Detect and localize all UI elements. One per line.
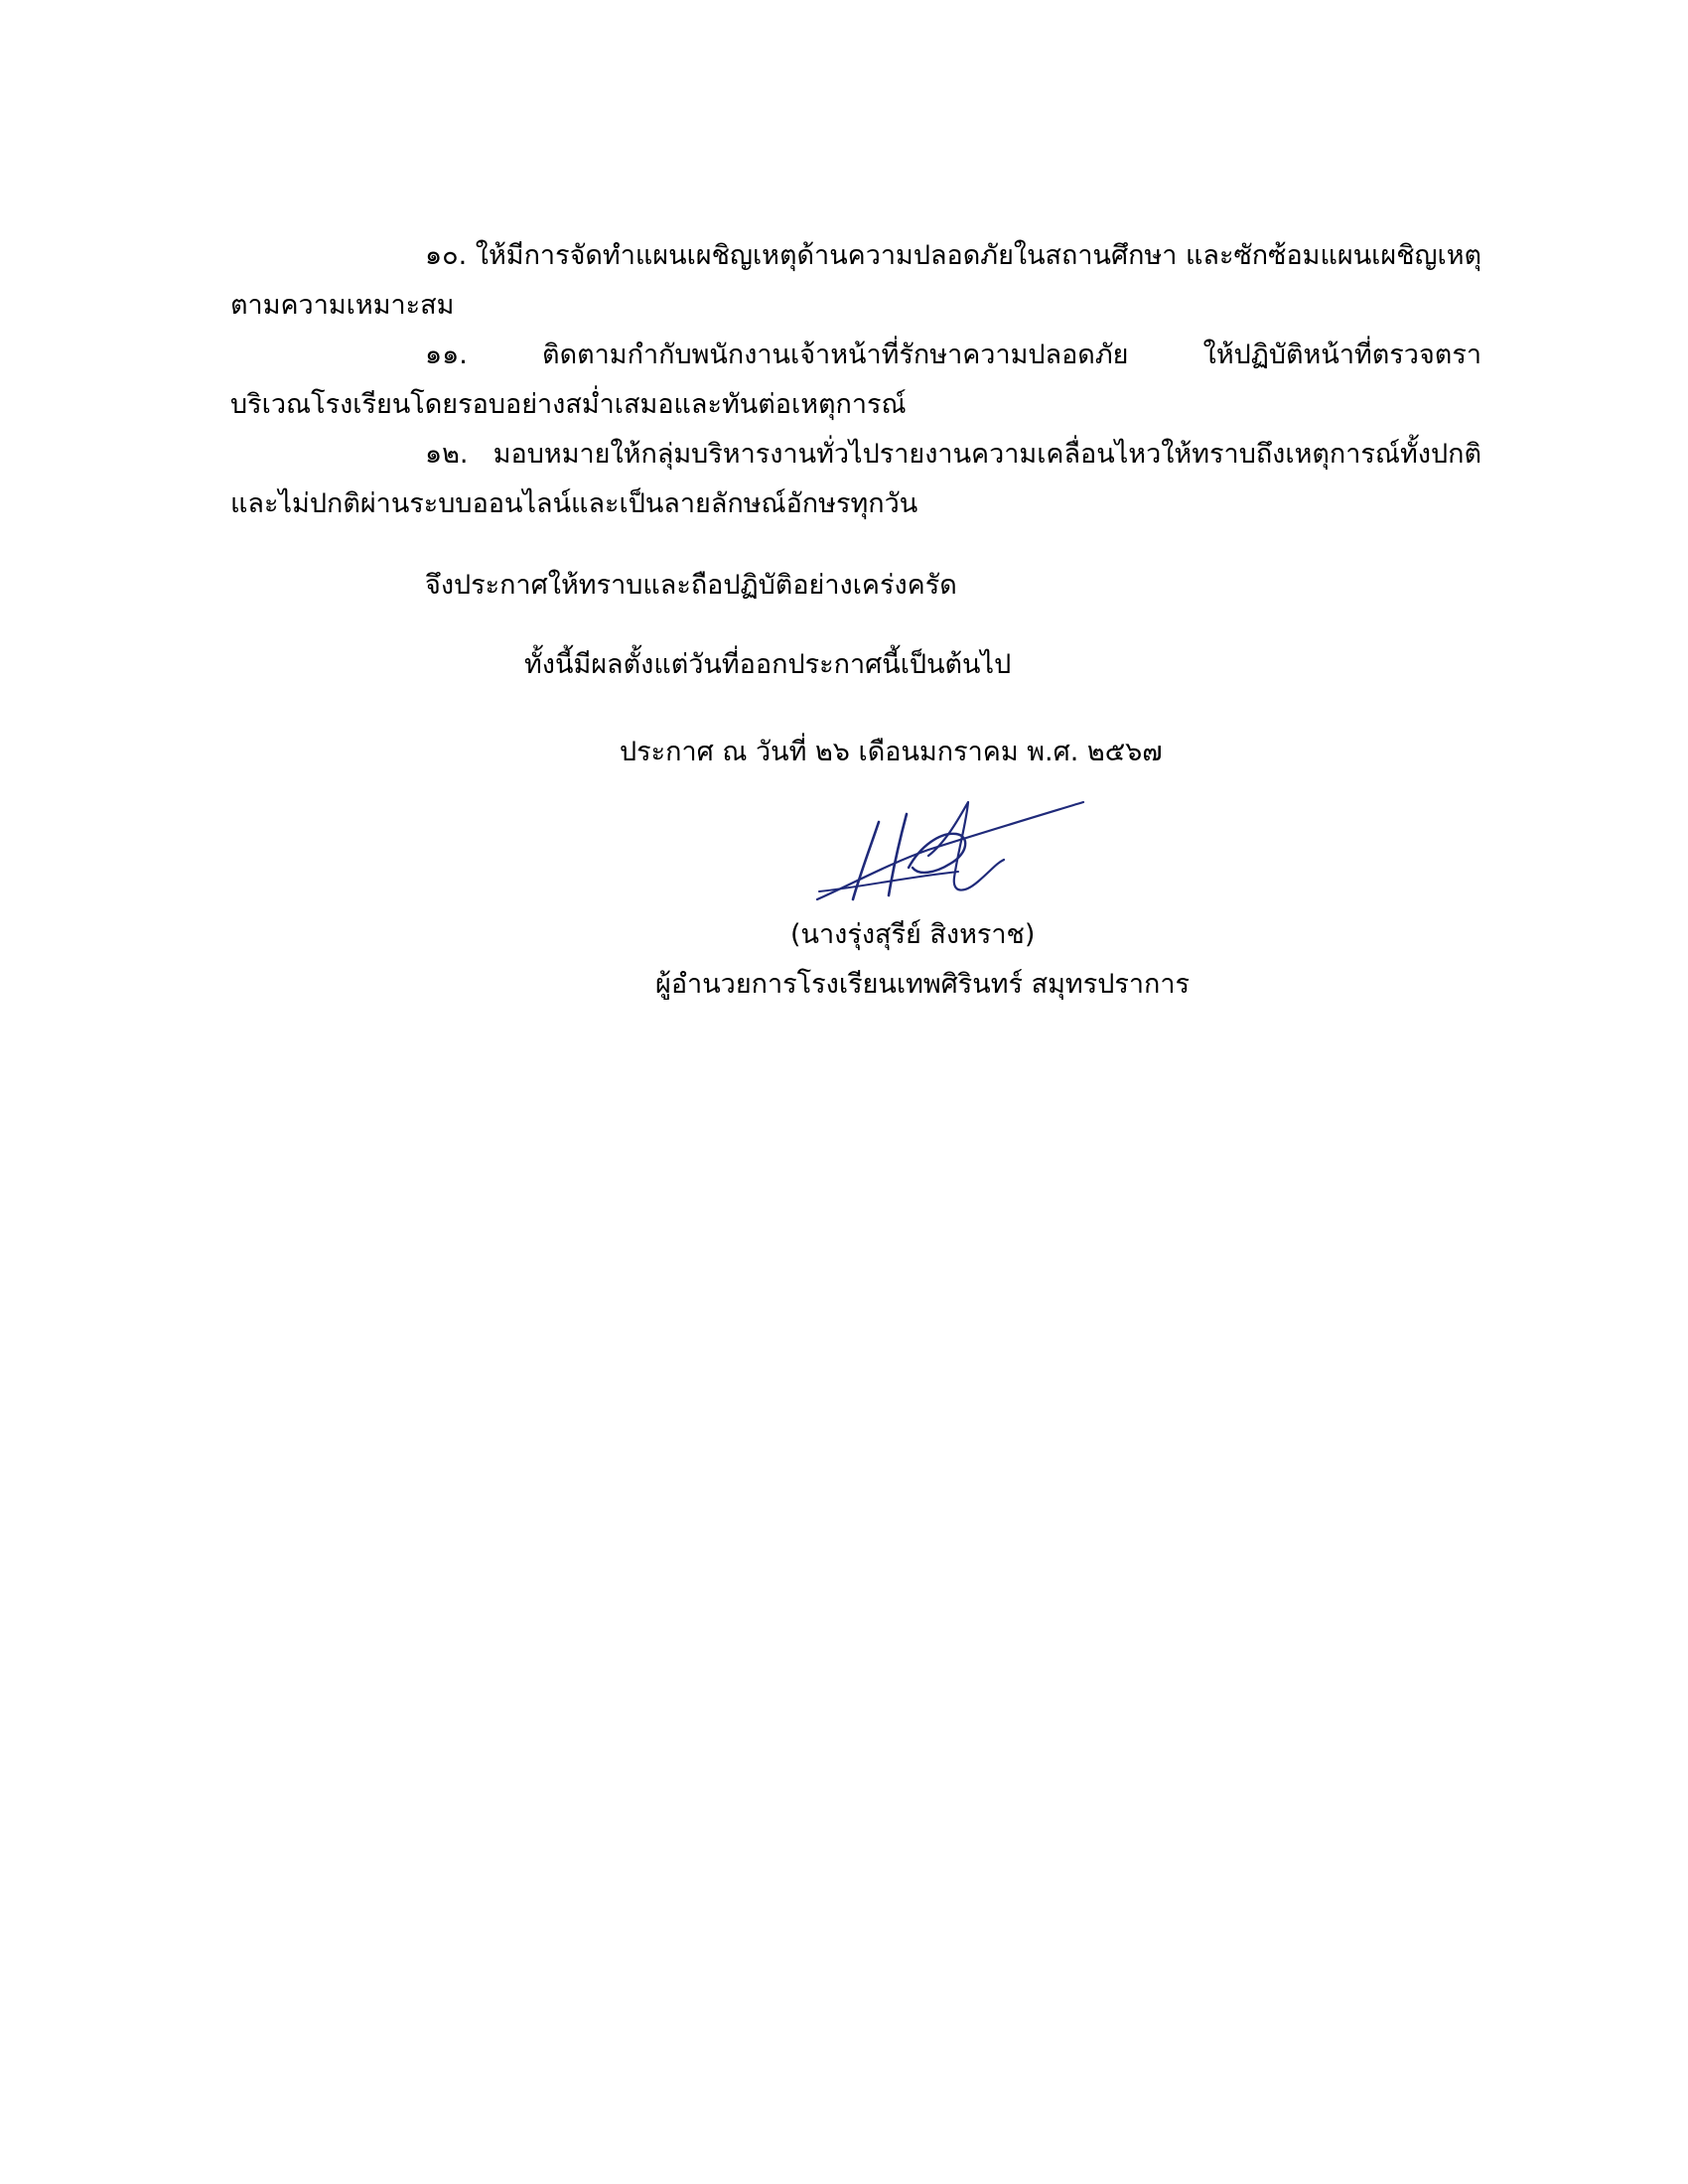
announce-statement: จึงประกาศให้ทราบและถือปฏิบัติอย่างเคร่งครัด: [425, 570, 957, 601]
item-12-line-1: ๑๒. มอบหมายให้กลุ่มบริหารงานทั่วไปรายงานความเคลื่อนไหวให้ทราบถึงเหตุการณ์ทั้งปกติ: [425, 439, 1481, 470]
item-11-line-1: ๑๑. ติดตามกำกับพนักงานเจ้าหน้าที่รักษาความปลอดภัย ให้ปฏิบัติหน้าที่ตรวจตรา: [425, 340, 1481, 370]
announcement-date: ประกาศ ณ วันที่ ๒๖ เดือนมกราคม พ.ศ. ๒๕๖๗: [620, 737, 1163, 767]
signer-name: (นางรุ่งสุรีย์ สิงหราช): [790, 919, 1036, 950]
item-12-line-2: และไม่ปกติผ่านระบบออนไลน์และเป็นลายลักษณ์อักษรทุกวัน: [230, 488, 918, 519]
item-10-line-1: ๑๐. ให้มีการจัดทำแผนเผชิญเหตุด้านความปลอดภัยในสถานศึกษา และซักซ้อมแผนเผชิญเหตุ: [425, 240, 1482, 271]
item-11-line-2: บริเวณโรงเรียนโดยรอบอย่างสม่ำเสมอและทันต่อเหตุการณ์: [230, 389, 907, 420]
signer-position: ผู้อำนวยการโรงเรียนเทพศิรินทร์ สมุทรปราการ: [655, 969, 1191, 1000]
effective-statement: ทั้งนี้มีผลตั้งแต่วันที่ออกประกาศนี้เป็นต้นไป: [524, 649, 1012, 680]
item-10-line-2: ตามความเหมาะสม: [230, 290, 455, 321]
signature-image: [809, 794, 1087, 911]
